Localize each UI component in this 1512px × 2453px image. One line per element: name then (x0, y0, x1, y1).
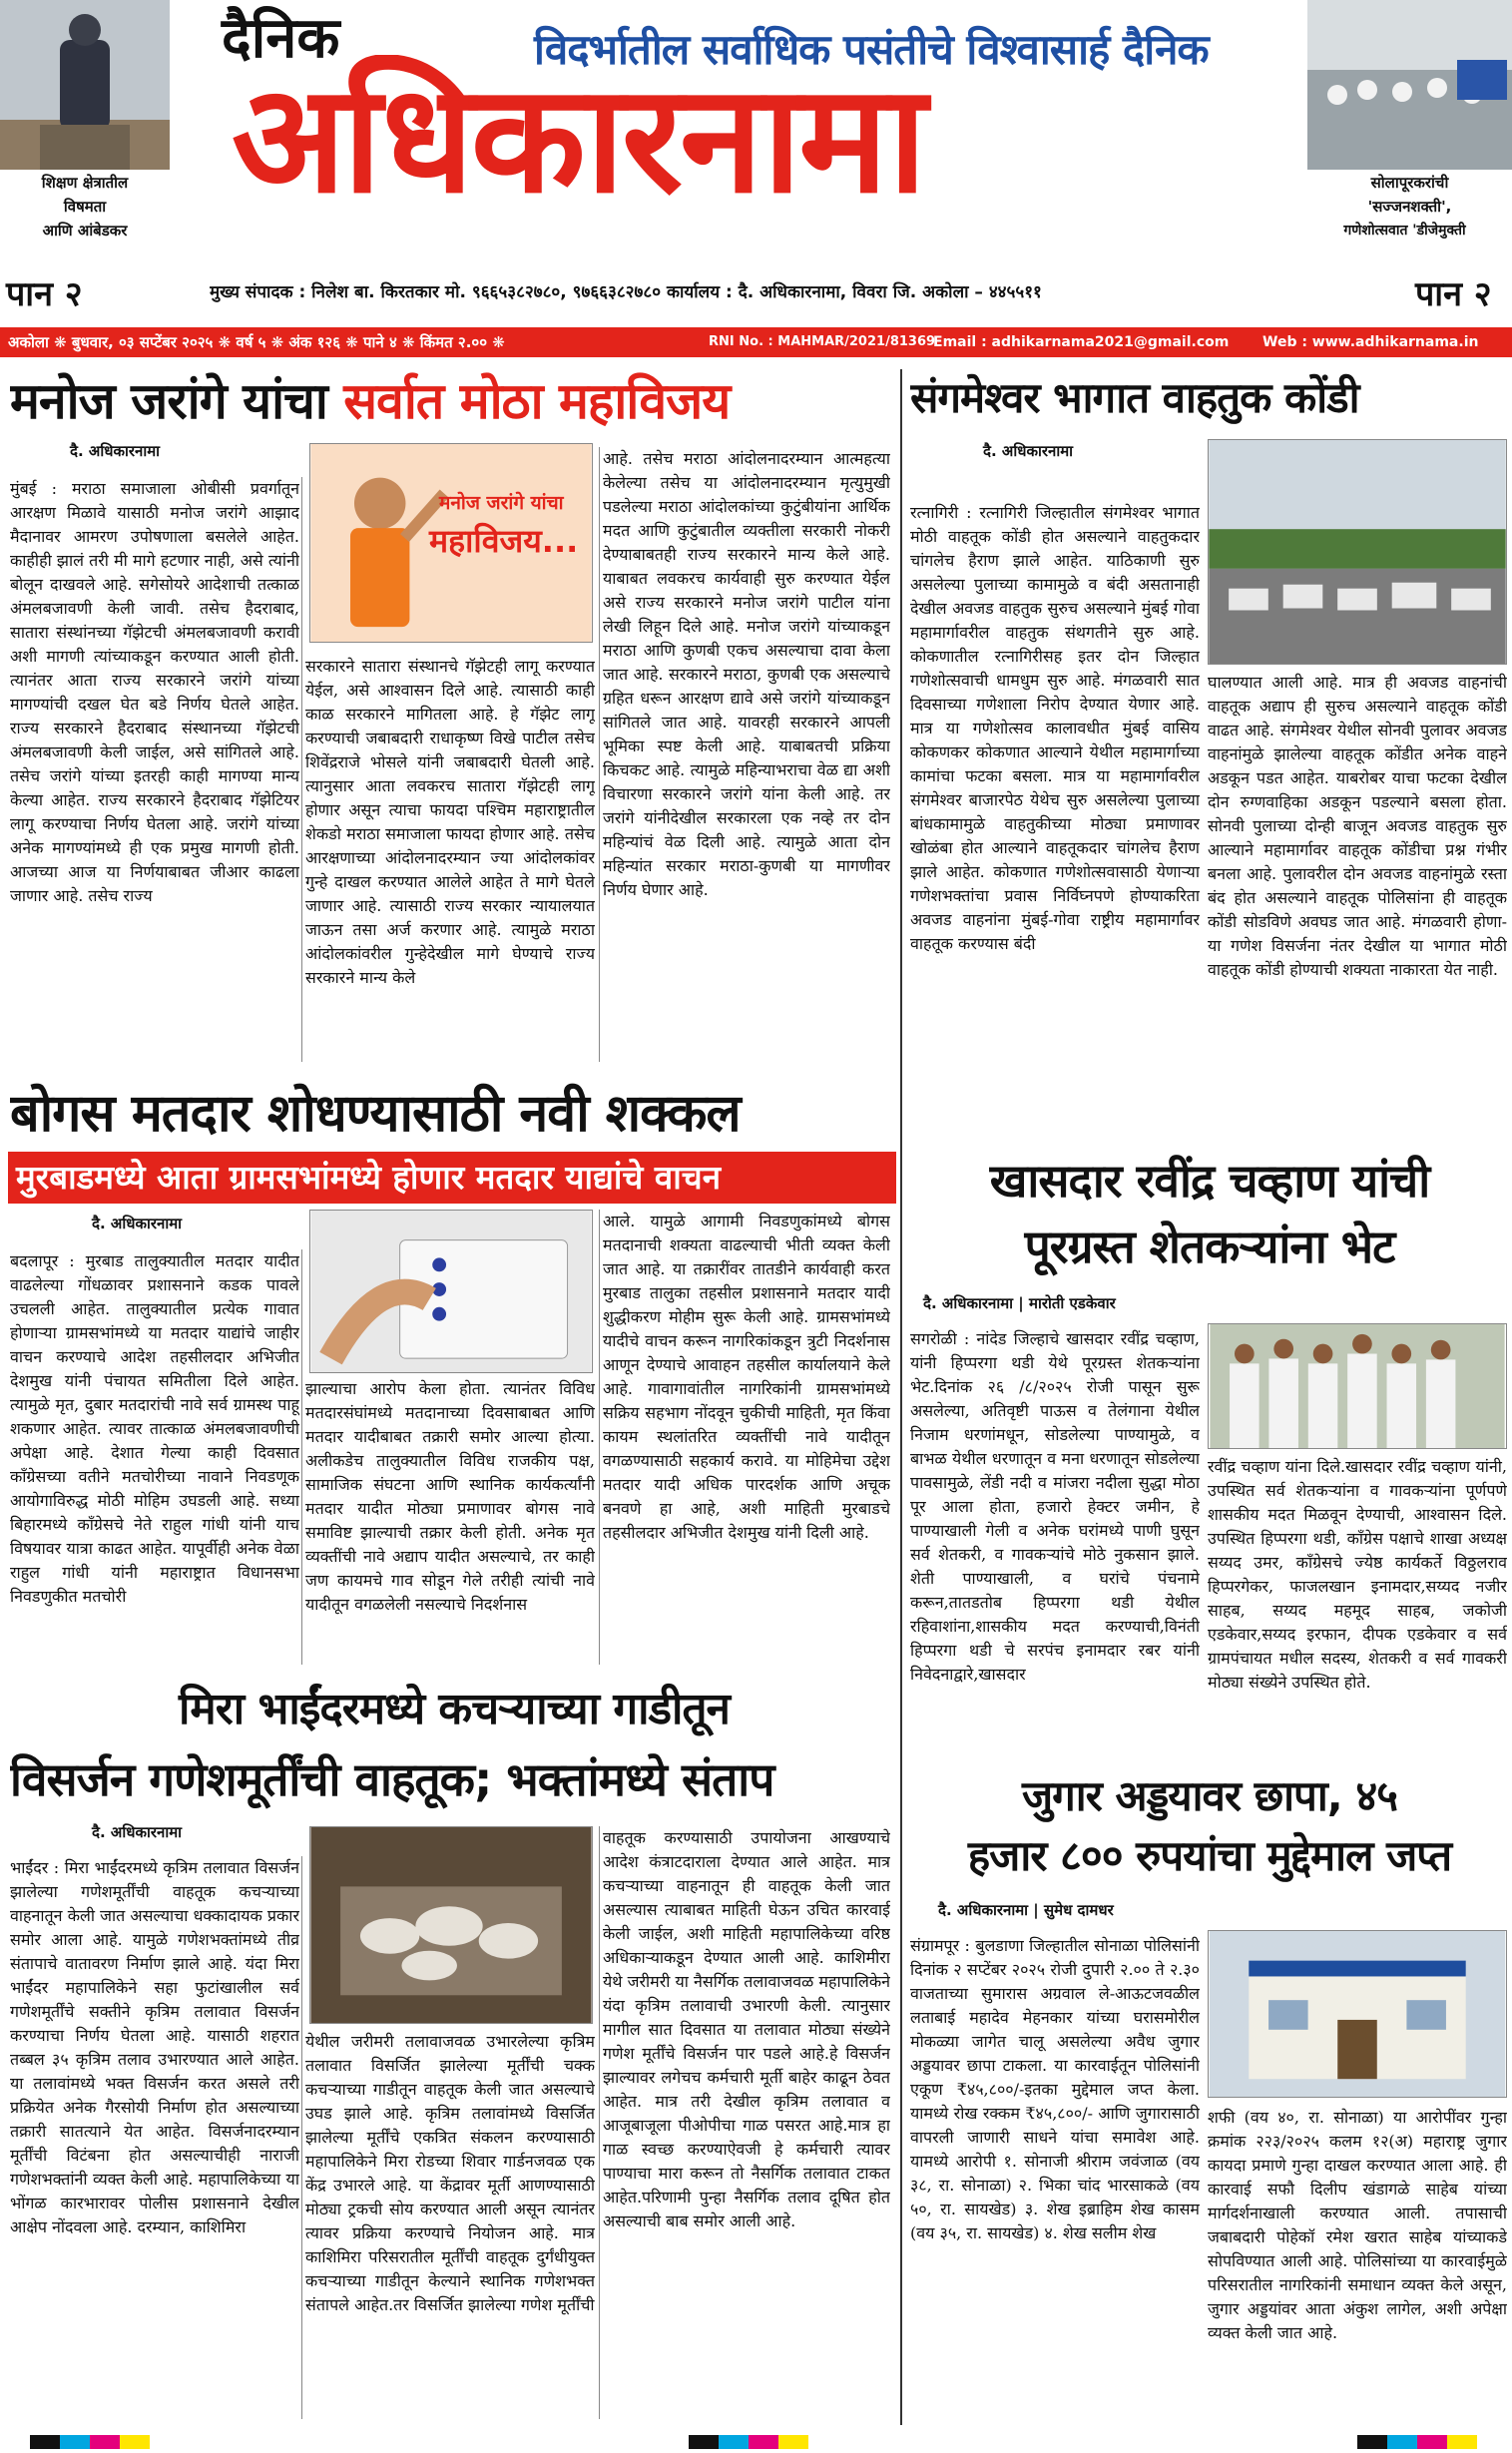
a4-col2: रवींद्र चव्हाण यांना दिले.खासदार रवींद्र चव्हाण यांनी, उपस्थित सर्व शेतकऱ्यांना व गावकऱ्यांना पूर्णपणे शासकीय मदत मिळवून देण्याची, आश्वासन दिले. उपस्थित हिप्परगा थडी, काँग्रेस पक्षाचे शाखा अध्यक्ष सय्यद उमर, काँग्रेसचे ज्येष्ठ कार्यकर्ते विठ्ठलराव हिप्परगेकर, फाजलखान इनामदार,सय्यद नजीर साहब, सय्यद महमूद साहब, जकोजी एडकेवार,सय्यद इरफान, दीपक एडकेवार व सर्व ग्रामपंचायत मधील सदस्य, शेतकरी व सर्व गावकरी मोठ्या संख्येने उपस्थित होते. (1208, 1457, 1507, 1692)
a1-col1: मुंबई : मराठा समाजाला ओबीसी प्रवर्गातून आरक्षण मिळावे यासाठी मनोज जरांगे आझाद मैदानावर आमरण उपोषणाला बसलेले आहेत. काहीही झालं तरी मी मागे हटणार नाही, असे त्यांनी बोलून दाखवले आहे. सगेसोयरे आदेशाची तत्काळ अंमलबजावणी केली जावी. तसेच हैदराबाद, सातारा संस्थांनच्या गॅझेटची अंमलबजावणी करावी अशी मागणी त्यांच्याकडून करण्यात आली होती. त्यानंतर आता राज्य सरकारने जरांगे यांच्या मागण्यांची दखल घेत बडे निर्णय घेतले आहेत. राज्य सरकारने हैदराबाद संस्थानच्या गॅझेटची अंमलबजावणी केली जाईल, असे सांगितले आहे. तसेच जरांगे यांच्या इतरही काही मागण्या मान्य केल्या आहेत. राज्य सरकारने हैदराबाद गॅझेटियर लागू करण्याचा निर्णय घेतला आहे. जरांगे यांच्या अनेक मागण्यांमध्ये ही एक प्रमुख मागणी होती. आजच्या आज या निर्णयाबाबत जीआर काढला जाणार आहे. तसेच राज्य (10, 479, 299, 905)
left-caption-1: शिक्षण क्षेत्रातील (41, 174, 129, 192)
a1-headline-black: मनोज जरांगे यांचा (10, 372, 327, 430)
solapur-rally-photo (1307, 0, 1512, 170)
info-bar (0, 327, 1512, 357)
right-caption-1: सोलापूरकरांची (1370, 174, 1449, 192)
color-strip-right (1357, 2435, 1477, 2449)
a4-col1: सगरोळी : नांदेड जिल्हाचे खासदार रवींद्र चव्हाण, यांनी हिप्परगा थडी येथे पूरग्रस्त शेतकऱ्यांना भेट.दिनांक २६ /८/२०२५ रोजी पासून सुरू असलेल्या, अतिवृष्टी पाऊस व तेलंगाना येथील निजाम धरणांमधून, सोडलेल्या पाण्यामुळे, व बाभळ येथील धरणातून व मना धरणातून सोडलेल्या पावसामुळे, लेंडी नदी व मांजरा नदीला सुद्धा मोठा पूर आला होता, हजारो हेक्टर जमीन, हे पाण्याखाली गेली व अनेक घरांमध्ये पाणी घुसून सर्व शेतकरी, व गावकऱ्यांचे मोठे नुकसान झाले. शेती पाण्याखाली, व घरांचे पंचनामे करून,तातडतोब हिप्परगा थडी येथील रहिवाशांना,शासकीय मदत करण्याची,विनंती हिप्परगा थडी चे सरपंच इनामदार रबर यांनी निवेदनाद्वारे,खासदार (910, 1329, 1200, 1684)
a3-subheadline-bar (8, 1152, 896, 1204)
masthead-tagline: विदर्भातील सर्वाधिक पसंतीचे विश्वासार्ह दैनिक (534, 25, 1209, 74)
a1-divider-1 (301, 477, 302, 1062)
page-number-right: पान २ (1415, 274, 1492, 314)
ambedkar-statue-photo (0, 0, 170, 170)
a3-byline: दै. अधिकारनामा (92, 1215, 183, 1232)
a1-headline-red: सर्वात मोठा महाविजय (343, 372, 731, 430)
a6-police-station-photo (1208, 1930, 1507, 2098)
a1-photo-text-2: महाविजय... (429, 522, 579, 560)
a6-headline-1: जुगार अड्डयावर छापा, ४५ (1021, 1771, 1398, 1820)
color-strip-center (689, 2435, 808, 2449)
a5-headline-1: मिरा भाईंदरमध्ये कचऱ्याच्या गाडीतून (179, 1684, 730, 1734)
a3-col1: बदलापूर : मुरबाड तालुक्यातील मतदार यादीत वाढलेल्या गोंधळावर प्रशासनाने कडक पावले उचलली आहेत. तालुक्यातील प्रत्येक गावात होणाऱ्या ग्रामसभांमध्ये या मतदार याद्यांचे जाहीर वाचन करण्याचे आदेश तहसीलदार अभिजीत देशमुख यांनी पंचायत समितीला दिले आहेत. त्यामुळे मृत, दुबार मतदारांची नावे सर्व ग्रामस्थ पाहू शकणार आहेत. त्यावर तात्काळ अंमलबजावणीची अपेक्षा आहे. देशात गेल्या काही दिवसात काँग्रेसच्या वतीने मतचोरीच्या नावाने निवडणूक आयोगाविरुद्ध मोठी मोहिम उघडली आहे. सध्या बिहारमध्ये काँग्रेसचे नेते राहुल गांधी यांनी याच विषयावर यात्रा काढत आहेत. यापूर्वीही अनेक वेळा राहुल गांधी यांनी महाराष्ट्रात विधानसभा निवडणुकीत मतचोरी (10, 1251, 299, 1606)
a4-mp-visit-photo (1208, 1323, 1507, 1449)
a1-divider-2 (599, 447, 600, 1062)
a1-headline (10, 367, 898, 435)
masthead-title: अधिकारनामा (232, 55, 924, 225)
a5-col1: भाईंदर : मिरा भाईंदरमध्ये कृत्रिम तलावात विसर्जन झालेल्या गणेशमूर्तींची वाहतूक कचऱ्याच्या वाहनातून केली जात असल्याचा धक्कादायक प्रकार समोर आला आहे. यामुळे गणेशभक्तांमध्ये तीव्र संतापाचे वातावरण निर्माण झाले आहे. यंदा मिरा भाईंदर महापालिकेने सहा फुटांखालील सर्व गणेशमूर्तींचे सक्तीने कृत्रिम तलावात विसर्जन करण्याचा निर्णय घेतला आहे. यासाठी शहरात तब्बल ३५ कृत्रिम तलाव उभारण्यात आले आहेत. या तलावांमध्ये भक्त विसर्जन करत असले तरी प्रक्रियेत अनेक गैरसोयी निर्माण होत असल्याच्या तक्रारी सातत्याने येत आहेत. विसर्जनादरम्यान मूर्तींची विटंबना होत असल्याचीही नाराजी गणेशभक्तांनी व्यक्त केली आहे. महापालिकेच्या या भोंगळ कारभारावर पोलीस प्रशासनाने देखील आक्षेप नोंदवला आहे. दरम्यान, काशिमिरा (10, 1858, 299, 2236)
info-email[interactable]: Email : adhikarnama2021@gmail.com (933, 334, 1230, 350)
a6-byline: दै. अधिकारनामा | सुमेध दामधर (938, 1901, 1114, 1919)
a2-traffic-photo (1208, 439, 1507, 665)
right-caption-3: गणेशोत्सवात 'डीजेमुक्ती (1343, 223, 1466, 239)
a3-headline: बोगस मतदार शोधण्यासाठी नवी शक्कल (10, 1084, 741, 1144)
left-caption-2: विषमता (63, 198, 107, 216)
a4-byline: दै. अधिकारनामा | मारोती एडकेवार (923, 1294, 1116, 1312)
a6-col1: संग्रामपूर : बुलडाणा जिल्हातील सोनाळा पोलिसांनी दिनांक २ सप्टेंबर २०२५ रोजी दुपारी २.०० ते २.३० वाजताच्या सुमारास अग्रवाल ले-आऊटजवळील लताबाई महादेव मेहनकार यांच्या घरासमोरील मोकळ्या जागेत चालू असलेल्या अवैध जुगार अड्डयावर छापा टाकला. या कारवाईतून पोलिसांनी एकूण ₹४५,८००/-इतका मुद्देमाल जप्त केला. यामध्ये रोख रक्कम ₹४५,८००/- आणि जुगारासाठी वापरली जाणारी साधने यांचा समावेश आहे. यामध्ये आरोपी १. सोनाजी श्रीराम जवंजाळ (वय ३८, रा. सोनाळा) २. भिका चांद भारसाकळे (वय ५०, रा. सायखेड) ३. शेख इब्राहिम शेख कासम (वय ३५, रा. सायखेड) ४. शेख सलीम शेख (910, 1936, 1200, 2242)
a5-garbage-truck-photo (309, 1826, 593, 2024)
a2-byline: दै. अधिकारनामा (983, 442, 1074, 460)
color-strip-left (30, 2435, 150, 2449)
a1-col3: आहे. तसेच मराठा आंदोलनादरम्यान आत्महत्या केलेल्या तसेच या आंदोलनादरम्यान मृत्युमुखी पडलेल्या मराठा आंदोलकांच्या कुटुंबीयांना आर्थिक मदत आणि कुटुंबातील व्यक्तीला सरकारी नोकरी देण्याबाबतही राज्य सरकारने मान्य केले आहे. याबाबत लवकरच कार्यवाही सुरु करण्यात येईल असे राज्य सरकारने मनोज जरांगे पाटील यांना लेखी लिहून दिले आहे. मनोज जरांगे यांच्याकडून मराठा आणि कुणबी एकच असल्याचा दावा केला जात आहे. सरकारने मराठा, कुणबी एक असल्याचे ग्रहित धरून आरक्षण द्यावे असे जरांगे यांच्याकडून सांगितले जात आहे. यावरही सरकारने आपली भूमिका स्पष्ट केली आहे. याबाबतची प्रक्रिया किचकट आहे. त्यामुळे महिन्याभराचा वेळ द्या अशी विचारणा सरकारने जरांगे यांना केली आहे. तर जरांगे यांनीदेखील सरकारला एक नव्हे तर दोन महिन्यांचं वेळ दिली आहे. त्यामुळे आता दोन महिन्यांत सरकार मराठा-कुणबी या मागणीवर निर्णय घेणार आहे. (603, 449, 890, 899)
a5-byline: दै. अधिकारनामा (92, 1823, 183, 1841)
a2-col1: रत्नागिरी : रत्नागिरी जिल्हातील संगमेश्वर भागात मोठी वाहतूक कोंडी होत असल्याने वाहतुकदार चांगलेच हैराण झाले आहेत. याठिकाणी सुरु असलेल्या पुलाच्या कामामुळे व बंदी असतानाही देखील अवजड वाहतुक सुरुच असल्याने मुंबई गोवा महामार्गावरील वाहतुक संथगतीने सुरु आहे. कोकणातील रत्नागिरीसह इतर दोन जिल्हात गणेशोत्सवाची धामधुम सुरु आहे. मंगळवारी सात दिवसाच्या गणेशाला निरोप देण्यात येणार आहे. मात्र या गणेशोत्सव कालावधीत मुंबई वासिय कोकणकर कोकणात आल्याने येथील महामार्गाच्या कामांचा फटका बसला. मात्र या महामार्गावरील संगमेश्वर बाजारपेठ येथेच सुरु असलेल्या पुलाच्या बांधकामामुळे वाहतुकीच्या मोठ्या प्रमाणावर खोळंबा होत आल्याने वाहतूकदार चांगलेच हैराण झाले आहेत. कोकणात गणेशोत्सवासाठी येणाऱ्या गणेशभक्तांचा प्रवास निर्विघ्नपणे होण्याकरिता अवजड वाहनांना मुंबई-गोवा राष्ट्रीय महामार्गावर वाहतूक करण्यास बंदी (910, 503, 1200, 953)
a3-divider-2 (599, 1210, 600, 1665)
a1-col2: सरकारने सातारा संस्थानचे गॅझेटही लागू करण्यात येईल, असे आश्वासन दिले आहे. त्यासाठी काही काळ सरकारने मागितला आहे. हे गॅझेट लागू करण्याची जबाबदारी राधाकृष्ण विखे पाटील तसेच शिवेंद्रराजे भोसले यांनी जबाबदारी घेतली आहे. त्यानुसार आता लवकरच सातारा गॅझेटही लागू होणार असून त्याचा फायदा पश्चिम महाराष्ट्रातील शेकडो मराठा समाजाला फायदा होणार आहे. तसेच आरक्षणाच्या आंदोलनादरम्यान ज्या आंदोलकांवर गुन्हे दाखल करण्यात आलेले आहेत ते मागे घेतले जाणार आहे. त्यासाठी राज्य सरकार न्यायालयात जाऊन तसा अर्ज करणार आहे. त्यामुळे मराठा आंदोलकांवरील गुन्हेदेखील मागे घेण्याचे राज्य सरकारने मान्य केले (305, 657, 595, 987)
page-number-left: पान २ (6, 274, 83, 314)
a1-byline: दै. अधिकारनामा (70, 442, 161, 460)
a5-divider-1 (301, 1856, 302, 2419)
a4-headline-2: पूरग्रस्त शेतकऱ्यांना भेट (1024, 1220, 1395, 1273)
a1-photo-text-1: मनोज जरांगे यांचा (439, 492, 564, 514)
a3-evm-photo (309, 1210, 593, 1373)
masthead-daily: दैनिक (222, 6, 340, 71)
info-date: अकोला ❋ बुधवार, ०३ सप्टेंबर २०२५ ❋ वर्ष ५ ❋ अंक १२६ ❋ पाने ४ ❋ किंमत २.०० ❋ (8, 333, 505, 351)
a3-subheadline: मुरबाडमध्ये आता ग्रामसभांमध्ये होणार मतदार याद्यांचे वाचन (16, 1158, 722, 1197)
a2-col2: घालण्यात आली आहे. मात्र ही अवजड वाहनांची वाहतूक अद्याप ही सुरुच असल्याने वाहतूक कोंडी वाढत आहे. संगमेश्वर येथील सोनवी पुलावर अवजड वाहनांमुळे झालेल्या वाहतूक कोंडीत अनेक वाहने अडकून पडत आहेत. याबरोबर याचा फटका देखील दोन रुग्णवाहिका अडकून पडल्याने बसला होता. सोनवी पुलाच्या दोन्ही बाजून अवजड वाहतुक सुरु आल्याने महामार्गावर वाहतूक कोंडीचा प्रश्न गंभीर बनला आहे. पुलावरील दोन अवजड वाहनांमुळे रस्ता बंद होत असल्याने वाहतूक पोलिसांना ही वाहतूक कोंडी सोडविणे अवघड जात आहे. मंगळवारी होणा-या गणेश विसर्जना नंतर देखील या भागात मोठी वाहतूक कोंडी होण्याची शक्यता नाकारता येत नाही. (1208, 673, 1507, 979)
a5-col3: वाहतूक करण्यासाठी उपायोजना आखण्याचे आदेश कंत्राटदाराला देण्यात आले आहेत. मात्र कचऱ्याच्या वाहनातून ही वाहतूक केली जात असल्यास त्याबाबत माहिती घेऊन उचित कारवाई केली जाईल, अशी माहिती महापालिकेच्या वरिष्ठ अधिकाऱ्याकडून देण्यात आली आहे. काशिमीरा येथे जरीमरी या नैसर्गिक तलावाजवळ महापालिकेने यंदा कृत्रिम तलावाची उभारणी केली. त्यानुसार मागील सात दिवसात या तलावात मोठ्या संख्येने गणेश मूर्तींचे विसर्जन पार पडले आहे.हे विसर्जन झाल्यावर लगेचच कर्मचारी मूर्ती बाहेर काढून ठेवत आहेत. मात्र तरी देखील कृत्रिम तलावात व आजूबाजूला पीओपीचा गाळ पसरत आहे.मात्र हा गाळ स्वच्छ करण्याऐवजी हे कर्मचारी त्यावर पाण्याचा मारा करून तो नैसर्गिक तलावात टाकत आहेत.परिणामी पुन्हा नैसर्गिक तलाव दूषित होत असल्याची बाब समोर आली आहे. (603, 1828, 890, 2230)
a3-col2: झाल्याचा आरोप केला होता. त्यानंतर विविध मतदारसंघांमध्ये मतदानाच्या दिवसाबाबत आणि मतदार यादीबाबत तक्रारी समोर आल्या होत्या. अलीकडेच तालुक्यातील विविध राजकीय पक्ष, सामाजिक संघटना आणि स्थानिक कार्यकर्त्यांनी मतदार यादीत मोठ्या प्रमाणावर बोगस नावे समाविष्ट झाल्याची तक्रार केली होती. अनेक मृत व्यक्तींची नावे अद्याप यादीत असल्याचे, तर काही जण कायमचे गाव सोडून गेले तरीही त्यांची नावे यादीतून वगळलेली नसल्याचे निदर्शनास (305, 1379, 595, 1614)
info-rni: RNI No. : MAHMAR/2021/81369 (709, 334, 936, 349)
a5-divider-2 (599, 1826, 600, 2419)
a5-col2: येथील जरीमरी तलावाजवळ उभारलेल्या कृत्रिम तलावात विसर्जित झालेल्या मूर्तींची चक्क कचऱ्याच्या गाडीतून वाहतूक केली जात असल्याचे उघड झाले आहे. कृत्रिम तलावांमध्ये विसर्जित झालेल्या मूर्तींचे एकत्रित संकलन करण्यासाठी महापालिकेने मिरा रोडच्या शिवार गार्डनजवळ एक केंद्र उभारले आहे. या केंद्रावर मूर्ती आणण्यासाठी मोठ्या ट्रकची सोय करण्यात आली असून त्यानंतर त्यावर प्रक्रिया करण्याचे नियोजन आहे. मात्र काशिमिरा परिसरातील मूर्तींची वाहतूक दुर्गंधीयुक्त कचऱ्याच्या गाडीतून केल्याने स्थानिक गणेशभक्त संतापले आहेत.तर विसर्जित झालेल्या गणेश मूर्तींची (305, 2032, 595, 2314)
right-caption-2: 'सज्जनशक्ती', (1367, 198, 1452, 216)
a6-headline-2: हजार ८०० रुपयांचा मुद्देमाल जप्त (967, 1831, 1452, 1880)
a2-headline: संगमेश्वर भागात वाहतुक कोंडी (910, 373, 1359, 422)
a5-headline-2: विसर्जन गणेशमूर्तींची वाहतूक; भक्तांमध्ये संताप (10, 1752, 774, 1806)
a3-divider-1 (301, 1249, 302, 1665)
info-web[interactable]: Web : www.adhikarnama.in (1262, 334, 1479, 350)
a3-col3: आले. यामुळे आगामी निवडणुकांमध्ये बोगस मतदानाची शक्यता वाढल्याची भीती व्यक्त केली जात आहे. या तक्रारींवर तातडीने कार्यवाही करत मुरबाड तालुका तहसील प्रशासनाने मतदार यादी शुद्धीकरण मोहीम सुरू केली आहे. ग्रामसभांमध्ये यादीचे वाचन करून नागरिकांकडून त्रुटी निदर्शनास आणून देण्याचे आवाहन तहसील कार्यालयाने केले आहे. गावागावांतील नागरिकांनी ग्रामसभांमध्ये सक्रिय सहभाग नोंदवून चुकीची माहिती, मृत किंवा कायम स्थलांतरित व्यक्तींची नावे यादीतून वगळण्यासाठी सहकार्य करावे. या मोहिमेचा उद्देश मतदार यादी अधिक पारदर्शक आणि अचूक बनवणे हा आहे, अशी माहिती मुरबाडचे तहसीलदार अभिजीत देशमुख यांनी दिली आहे. (603, 1212, 890, 1542)
column-divider-right (900, 369, 902, 2425)
a6-col2: शफी (वय ४०, रा. सोनाळा) या आरोपींवर गुन्हा क्रमांक २२३/२०२५ कलम १२(अ) महाराष्ट्र जुगार कायदा प्रमाणे गुन्हा दाखल करण्यात आला आहे. ही कारवाई सफौ दिलीप खंडागळे साहेब यांच्या मार्गदर्शनाखाली करण्यात आली. तपासाची जबाबदारी पोहेकॉ रमेश खरात साहेब यांच्याकडे सोपविण्यात आली आहे. पोलिसांच्या या कारवाईमुळे परिसरातील नागरिकांनी समाधान व्यक्त केले असून, जुगार अड्डयांवर आता अंकुश लागेल, अशी अपेक्षा व्यक्त केली जात आहे. (1208, 2108, 1507, 2342)
a4-headline-1: खासदार रवींद्र चव्हाण यांची (989, 1154, 1430, 1208)
left-caption-3: आणि आंबेडकर (42, 222, 128, 240)
editor-line: मुख्य संपादक : निलेश बा. किरतकार मो. ९६६५३८२७८०, ९७६६३८२७८० कार्यालय : दै. अधिकारनामा, विवरा जि. अकोला – ४४५५११ (210, 282, 1042, 302)
